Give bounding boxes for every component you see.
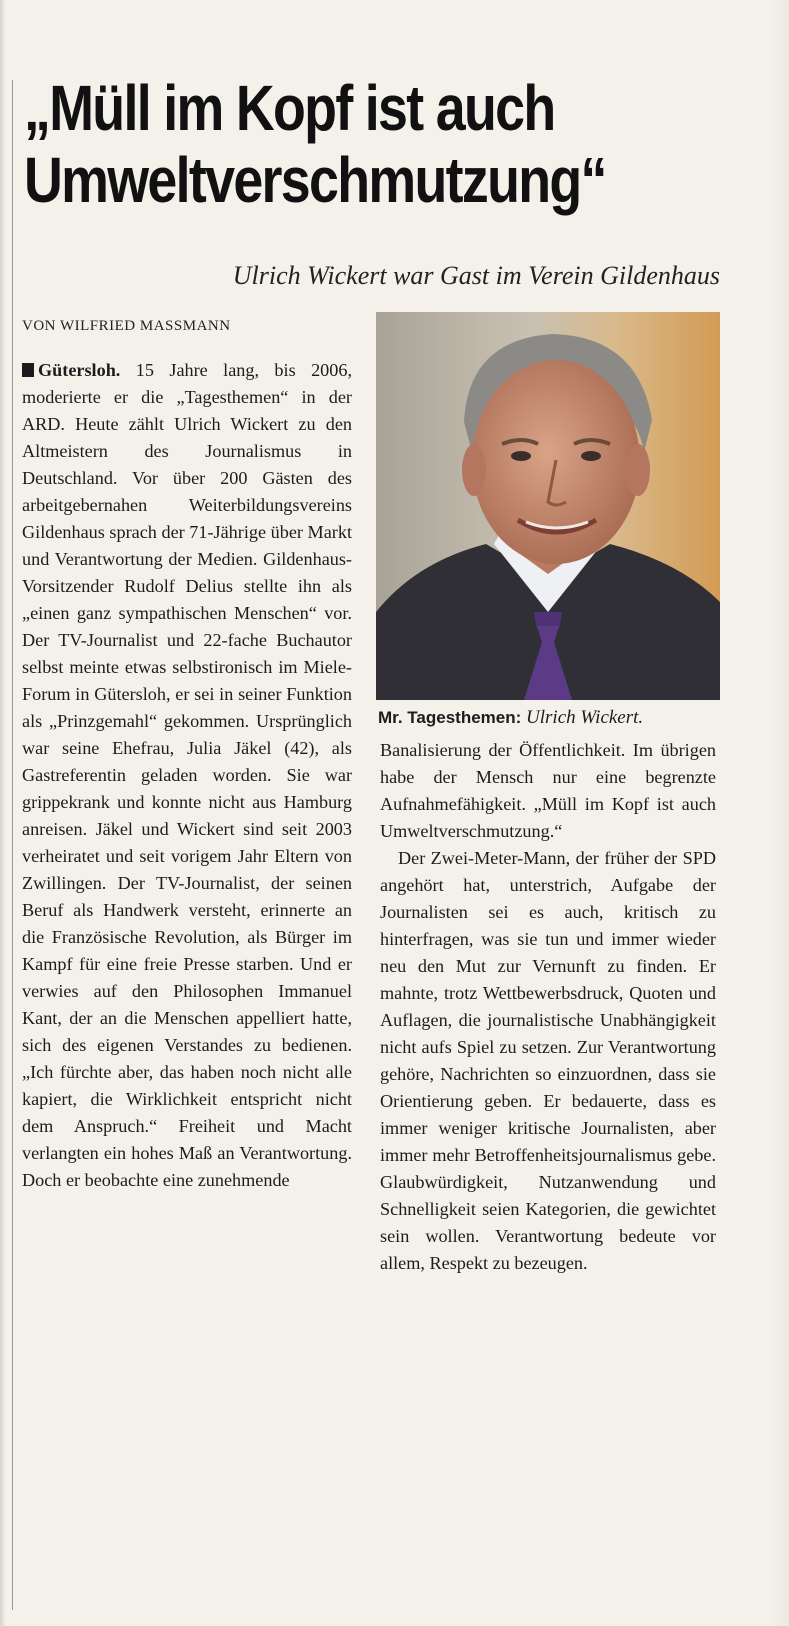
headline-line: „Müll im Kopf ist auch <box>24 72 555 144</box>
paragraph: Der Zwei-Meter-Mann, der früher der SPD angehört hat, unterstrich, Aufgabe der Journalisten sei es auch, kritisch zu hinterfragen, was sie tun und immer wieder neu den Mut zur Vernunft zu finden. Er mahnte, trotz Wettbewerbsdruck, Quoten und Auflagen, die journalistische Unabhängigkeit nicht aufs Spiel zu setzen. Zur Verantwortung gehöre, Nachrichten so einzuordnen, dass sie Orientierung geben. Er bedauerte, dass es immer weniger kritische Journalisten, aber immer mehr Betroffenheitsjournalismus gebe. Glaubwürdigkeit, Nutzanwendung und Schnelligkeit seien Kategorien, die gewichtet sein wollen. Verantwortung bedeute vor allem, Respekt zu bezeugen. <box>380 848 716 1273</box>
headline-line: Umweltverschmutzung“ <box>24 144 606 216</box>
article-column-1 <box>22 357 352 1194</box>
portrait-photo <box>376 312 720 700</box>
paragraph <box>22 357 352 1194</box>
page-edge <box>0 0 6 1626</box>
dateline: Gütersloh. <box>38 360 121 380</box>
lead-square-icon <box>22 363 34 377</box>
portrait-illustration <box>376 312 720 700</box>
subheadline: Ulrich Wickert war Gast im Verein Gildenhaus <box>232 261 720 290</box>
caption-name: Ulrich Wickert. <box>526 707 644 728</box>
headline <box>24 72 629 216</box>
article-column-2 <box>380 737 716 1277</box>
paragraph: Banalisierung der Öffentlichkeit. Im übrigen habe der Mensch nur eine begrenzte Aufnahmefähigkeit. „Müll im Kopf ist auch Umweltverschmutzung.“ <box>380 740 716 841</box>
photo-caption <box>378 705 722 731</box>
byline: VON WILFRIED MASSMANN <box>22 318 231 334</box>
body-text: 15 Jahre lang, bis 2006, moderierte er die „Tagesthemen“ in der ARD. Heute zählt Ulrich Wickert zu den Altmeistern des Journalismus in Deutschland. Vor über 200 Gästen des arbeitgebernahen Weiterbildungsvereins Gildenhaus sprach der 71-Jährige über Markt und Verantwortung der Medien. Gildenhaus-Vorsitzender Rudolf Delius stellte ihn als „einen ganz sympathischen Menschen“ vor. Der TV-Journalist und 22-fache Buchautor selbst meinte etwas selbstironisch im Miele-Forum in Gütersloh, er sei in seiner Funktion als „Prinzgemahl“ gekommen. Ursprünglich war seine Ehefrau, Julia Jäkel (42), als Gastreferentin geladen worden. Sie war grippekrank und konnte nicht aus Hamburg anreisen. Jäkel und Wickert sind seit 2003 verheiratet und seit vorigem Jahr Eltern von Zwillingen. Der TV-Journalist, der seinen Beruf als Handwerk versteht, erinnerte an die Französische Revolution, als Bürger im Kampf für eine freie Presse starben. Und er verwies auf den Philosophen Immanuel Kant, der an die Menschen appelliert hatte, sich des eigenen Verstandes zu bedienen. „Ich fürchte aber, das haben noch nicht alle kapiert, die Wirklichkeit entspricht nicht dem Anspruch.“ Freiheit und Macht verlangten ein hohes Maß an Verantwortung. Doch er beobachte eine zunehmende <box>22 360 352 1190</box>
page-edge <box>767 0 789 1626</box>
column-rule <box>12 80 13 1610</box>
caption-label: Mr. Tagesthemen: <box>378 708 522 727</box>
